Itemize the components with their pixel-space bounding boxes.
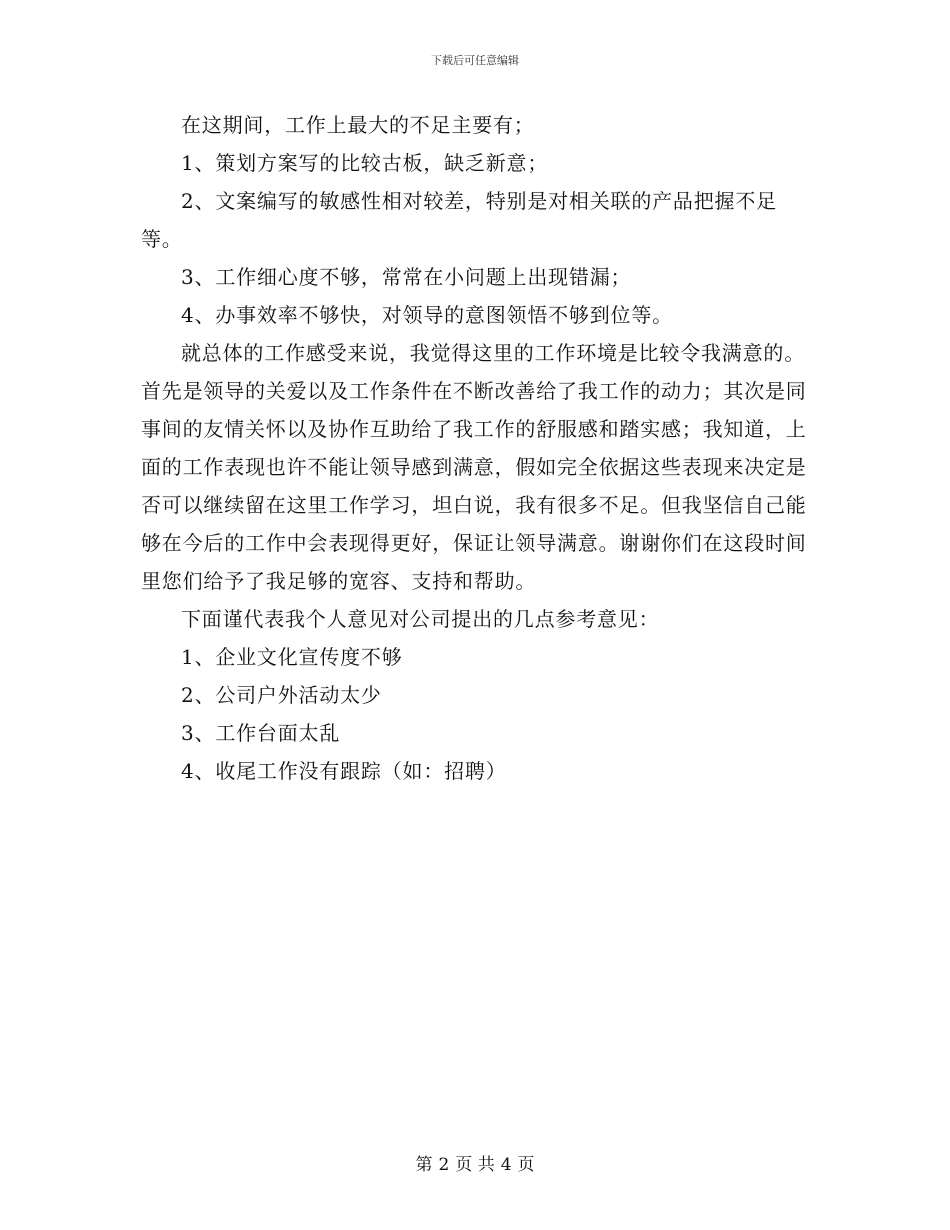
paragraph-suggestions-intro: 下面谨代表我个人意见对公司提出的几点参考意见： bbox=[181, 607, 660, 631]
paragraph-shortcoming-2: 2、文案编写的敏感性相对较差，特别是对相关联的产品把握不足等。 bbox=[141, 189, 777, 251]
document-body bbox=[141, 106, 809, 790]
paragraph-suggestion-2: 2、公司户外活动太少 bbox=[181, 683, 382, 707]
paragraph-shortcomings-intro: 在这期间，工作上最大的不足主要有； bbox=[181, 113, 535, 137]
paragraph-shortcoming-1: 1、策划方案写的比较古板，缺乏新意； bbox=[181, 151, 549, 175]
paragraph-suggestion-1: 1、企业文化宣传度不够 bbox=[181, 645, 403, 669]
footer-middle: 页 共 bbox=[455, 1155, 495, 1175]
footer-suffix: 页 bbox=[517, 1155, 535, 1175]
page-footer bbox=[0, 1153, 950, 1177]
paragraph-suggestion-4: 4、收尾工作没有跟踪（如：招聘） bbox=[181, 759, 507, 783]
footer-current-page: 2 bbox=[438, 1155, 450, 1175]
page-header: 下载后可任意编辑 bbox=[431, 54, 519, 67]
paragraph-overall-feeling: 就总体的工作感受来说，我觉得这里的工作环境是比较令我满意的。首先是领导的关爱以及工作条件在不断改善给了我工作的动力；其次是同事间的友情关怀以及协作互助给了我工作的舒服感和踏实感；我知道，上面的工作表现也许不能让领导感到满意，假如完全依据这些表现来决定是否可以继续留在这里工作学习，坦白说，我有很多不足。但我坚信自己能够在今后的工作中会表现得更好，保证让领导满意。谢谢你们在这段时间里您们给予了我足够的宽容、支持和帮助。 bbox=[141, 341, 807, 593]
footer-prefix: 第 bbox=[415, 1155, 433, 1175]
paragraph-shortcoming-3: 3、工作细心度不够，常常在小问题上出现错漏； bbox=[181, 265, 632, 289]
paragraph-suggestion-3: 3、工作台面太乱 bbox=[181, 721, 341, 745]
footer-total-pages: 4 bbox=[500, 1155, 512, 1175]
paragraph-shortcoming-4: 4、办事效率不够快，对领导的意图领悟不够到位等。 bbox=[181, 303, 673, 327]
